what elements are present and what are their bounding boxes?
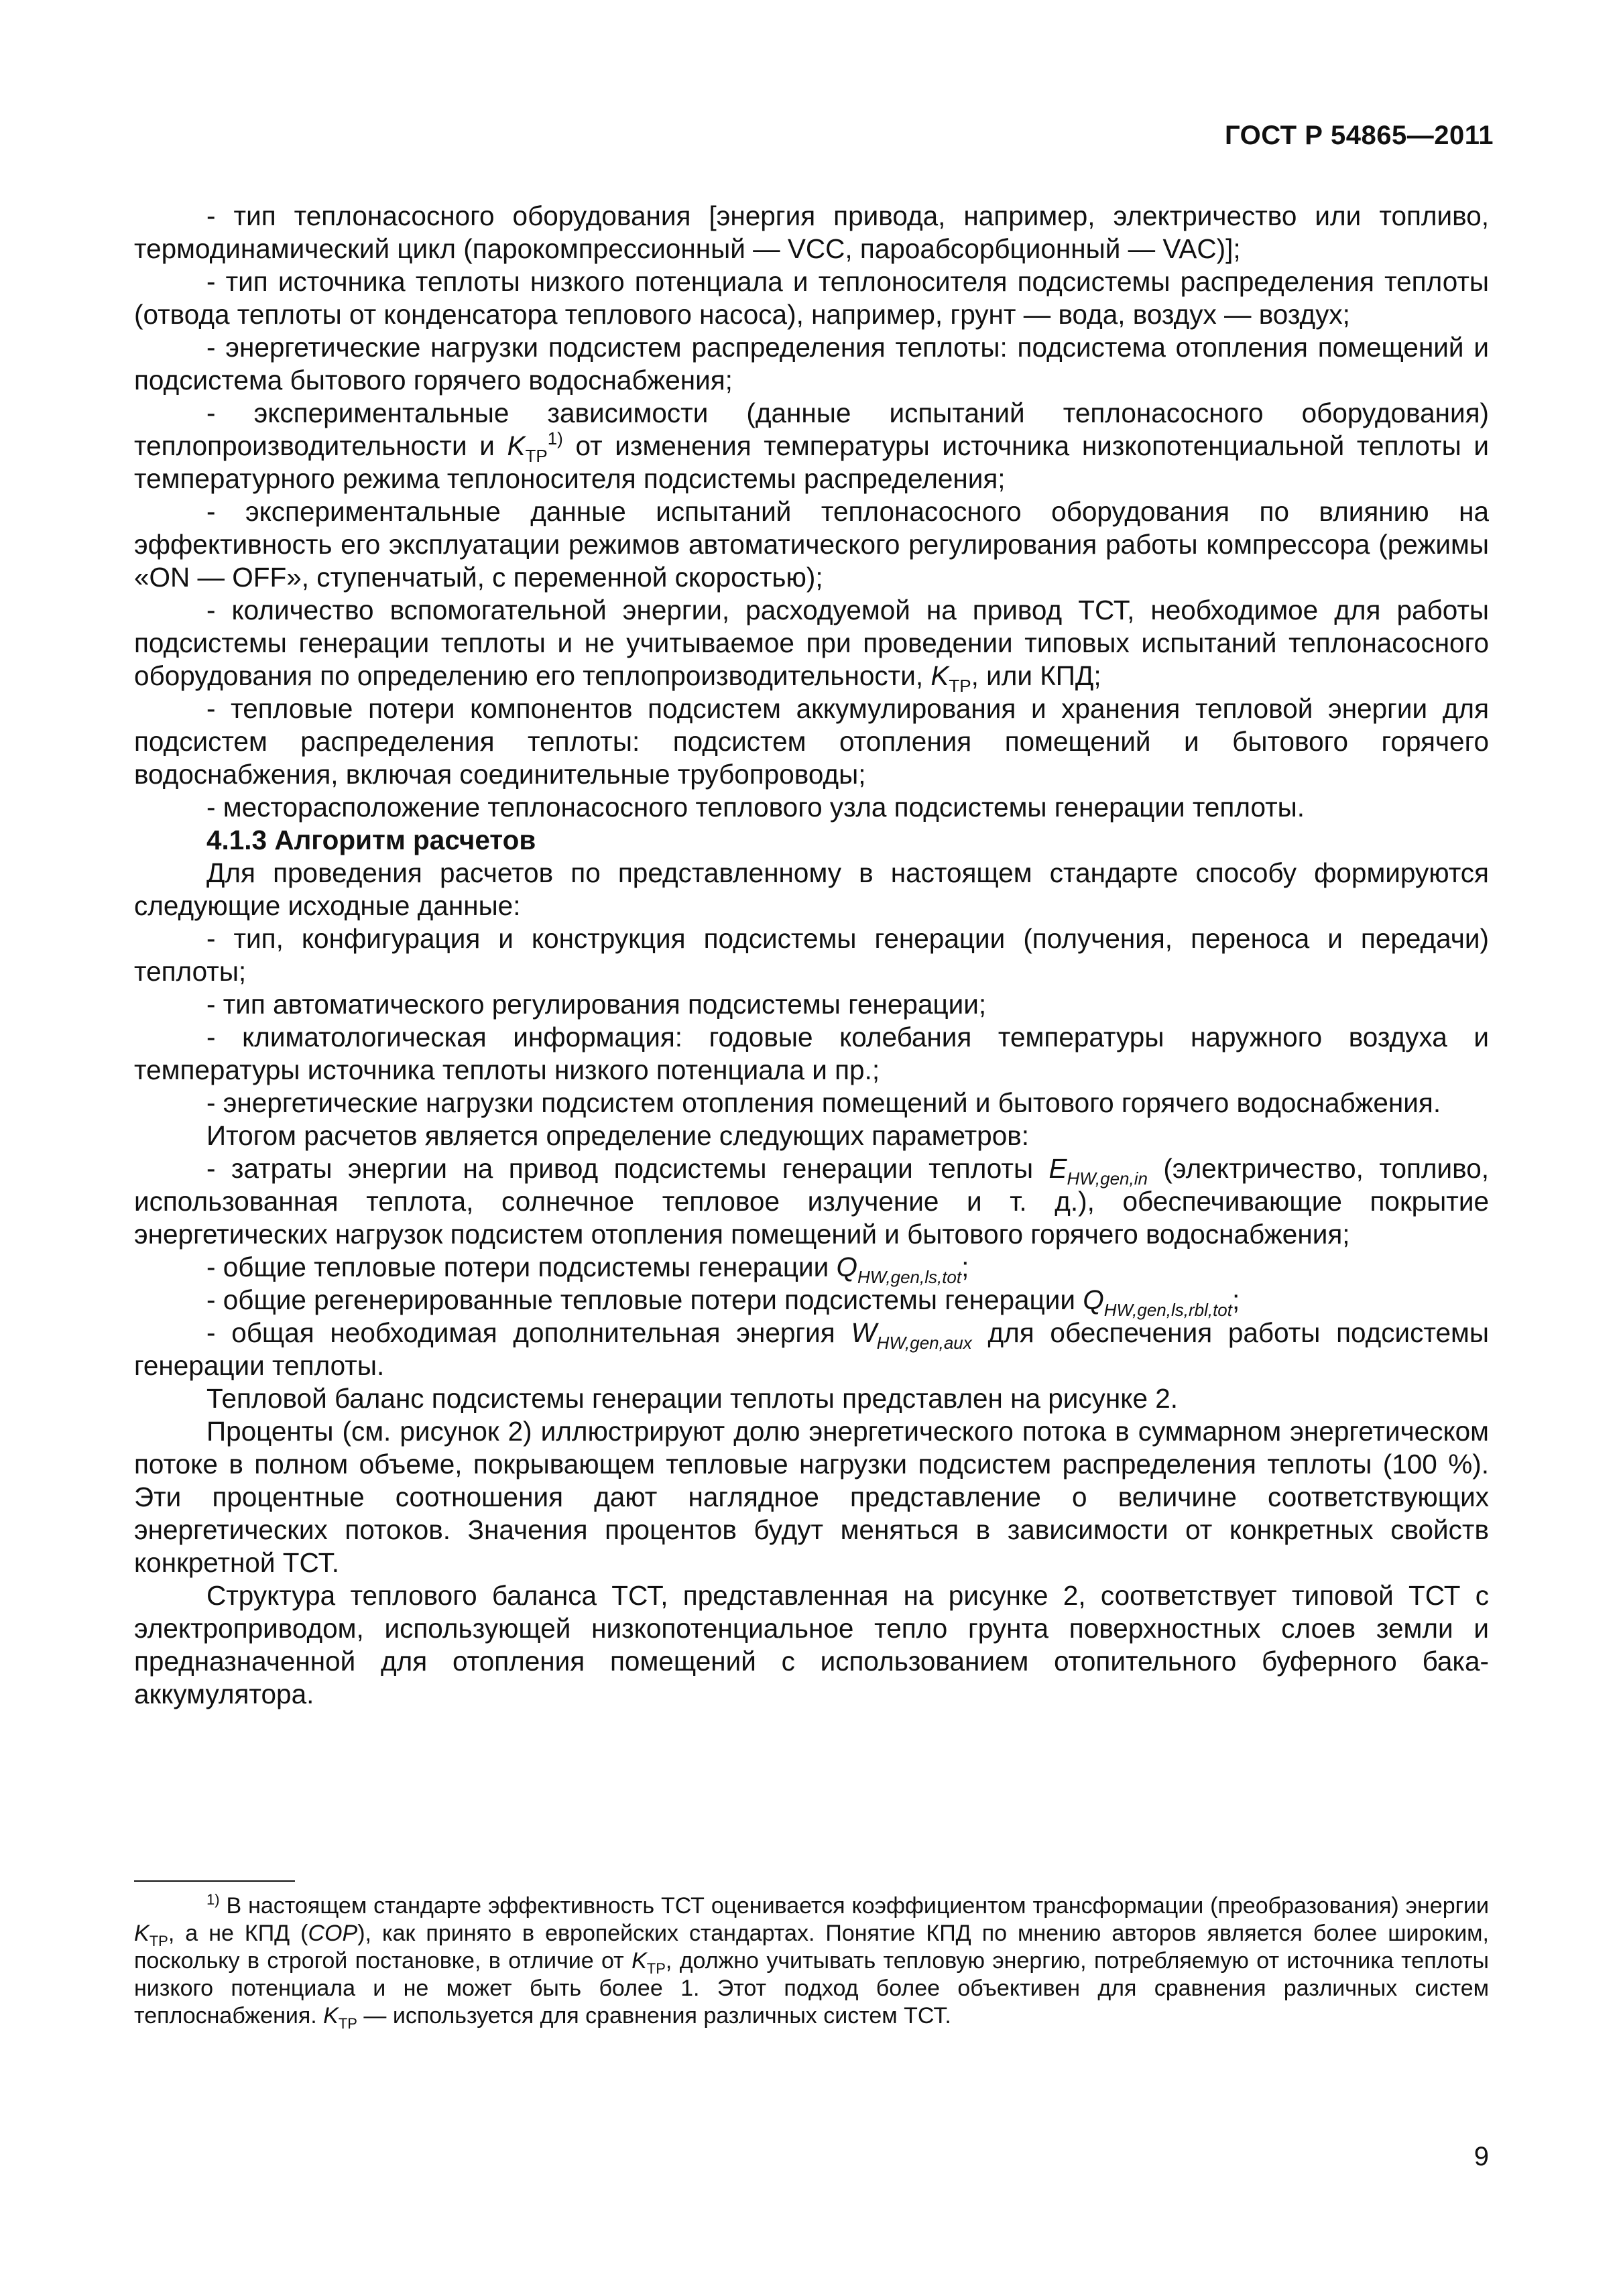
subscript-text: HW,gen,ls,tot — [857, 1267, 962, 1287]
footnote-marker: 1) — [206, 1891, 220, 1908]
symbol-subscript: ТР — [949, 676, 971, 696]
symbol-subscript: ТР — [525, 446, 548, 466]
text-run: , или КПД; — [971, 660, 1101, 691]
text-run: - количество вспомогательной энергии, расходуемой на привод ТСТ, необходимое для работы подсистемы генерации теплоты и не учитываемое при проведении типовых испытаний теплонасосного оборудования по определению его теплопроизводительности, — [134, 595, 1489, 691]
list-item: - экспериментальные данные испытаний теплонасосного оборудования по влиянию на эффективность его эксплуатации режимов автоматического регулирования работы компрессора (режимы «ON — OFF», ступенчатый, с переменной скоростью); — [134, 496, 1489, 593]
symbol: K — [134, 1921, 149, 1946]
footnote — [134, 1892, 1489, 2030]
symbol-subscript: ТР — [149, 1933, 168, 1949]
symbol-subscript: ТР — [646, 1960, 666, 1977]
footnote-ref: 1) — [547, 428, 563, 448]
text-run: ; — [961, 1252, 969, 1282]
paragraph: Для проведения расчетов по представленному в настоящем стандарте способу формируются следующие исходные данные: — [134, 857, 1489, 921]
subscript-text: HW,gen,in — [1067, 1168, 1148, 1189]
page-number: 9 — [1474, 2142, 1489, 2171]
list-item: - энергетические нагрузки подсистем распределения теплоты: подсистема отопления помещений и подсистема бытового горячего водоснабжения; — [134, 332, 1489, 396]
text-run: - затраты энергии на привод подсистемы генерации теплоты — [206, 1153, 1049, 1184]
list-item: - тип автоматического регулирования подсистемы генерации; — [206, 989, 987, 1020]
list-item — [134, 397, 1489, 495]
symbol-subscript — [877, 1333, 972, 1353]
list-item — [134, 1152, 1489, 1251]
text-run: для обеспечения работы подсистемы генерации теплоты. — [134, 1317, 1489, 1381]
text-run: - общие тепловые потери подсистемы генерации — [206, 1252, 837, 1282]
list-item: - энергетические нагрузки подсистем отопления помещений и бытового горячего водоснабжения. — [206, 1087, 1441, 1118]
list-item: - тип, конфигурация и конструкция подсистемы генерации (получения, переноса и передачи) теплоты; — [134, 923, 1489, 987]
text-run: ), как принято в европейских стандартах. Понятие КПД по мнению авторов является более широким, поскольку в строгой постановке, в отличие от — [134, 1921, 1490, 1974]
body-text — [134, 200, 1489, 1711]
text-run: - экспериментальные зависимости (данные испытаний теплонасосного оборудования) теплопроизводительности и — [134, 398, 1489, 461]
footnote-text — [134, 1892, 1489, 2030]
symbol: K — [507, 430, 526, 461]
text-run: от изменения температуры источника низкопотенциальной теплоты и температурного режима теплоносителя подсистемы распределения; — [134, 430, 1489, 494]
paragraph: Проценты (см. рисунок 2) иллюстрируют долю энергетического потока в суммарном энергетическом потоке в полном объеме, покрывающем тепловые нагрузки подсистем распределения теплоты (100 %). Эти процентные соотношения дают наглядное представление о величине соответствующих энергетических потоков. Значения процентов будут меняться в зависимости от конкретных свойств конкретной ТСТ. — [134, 1416, 1489, 1578]
text-run: , а не КПД ( — [168, 1921, 308, 1946]
text-run: (электричество, топливо, использованная теплота, солнечное тепловое излучение и т. д.), обеспечивающие покрытие энергетических нагрузок подсистем отопления помещений и бытового горячего водоснабжения; — [134, 1153, 1490, 1250]
symbol: W — [851, 1317, 877, 1348]
list-item: - тип теплонасосного оборудования [энергия привода, например, электричество или топливо, термодинамический цикл (парокомпрессионный — VCC, пароабсорбционный — VAC)]; — [134, 200, 1489, 264]
symbol: E — [1048, 1153, 1067, 1184]
list-item: - месторасположение теплонасосного теплового узла подсистемы генерации теплоты. — [206, 792, 1305, 823]
list-item — [134, 1284, 1489, 1320]
paragraph: Итогом расчетов является определение следующих параметров: — [206, 1120, 1029, 1151]
symbol: K — [632, 1948, 647, 1974]
subscript-text: HW,gen,aux — [876, 1333, 972, 1353]
symbol-subscript: ТР — [338, 2015, 357, 2032]
cop-abbreviation: COP — [308, 1921, 358, 1946]
symbol: Q — [1083, 1284, 1104, 1315]
section-heading: 4.1.3 Алгоритм расчетов — [206, 825, 536, 855]
symbol: Q — [836, 1252, 858, 1282]
text-run: В настоящем стандарте эффективность ТСТ оценивается коэффициентом трансформации (преобразования) энергии — [219, 1893, 1489, 1919]
footnote-separator — [134, 1880, 295, 1882]
symbol: K — [930, 660, 949, 691]
text-run: — используется для сравнения различных систем ТСТ. — [357, 2003, 951, 2029]
list-item: - климатологическая информация: годовые колебания температуры наружного воздуха и температуры источника теплоты низкого потенциала и пр.; — [134, 1022, 1489, 1085]
list-item: - тепловые потери компонентов подсистем аккумулирования и хранения тепловой энергии для подсистем распределения теплоты: подсистем отопления помещений и бытового горячего водоснабжения, включая соединительные трубопроводы; — [134, 693, 1489, 790]
list-item — [134, 594, 1489, 696]
subscript-text: HW,gen,ls,rbl,tot — [1103, 1300, 1232, 1320]
symbol: K — [323, 2003, 339, 2029]
list-item: - тип источника теплоты низкого потенциала и теплоносителя подсистемы распределения теплоты (отвода теплоты от конденсатора теплового насоса), например, грунт — вода, воздух — воздух; — [134, 266, 1489, 330]
text-run: ; — [1232, 1284, 1240, 1315]
text-run: - общая необходимая дополнительная энергия — [206, 1317, 851, 1348]
paragraph: Тепловой баланс подсистемы генерации теплоты представлен на рисунке 2. — [206, 1383, 1179, 1414]
paragraph: Структура теплового баланса ТСТ, представленная на рисунке 2, соответствует типовой ТСТ с электроприводом, использующей низкопотенциальное тепло грунта поверхностных слоев земли и предназначенной для отопления помещений с использованием отопительного буферного бака-аккумулятора. — [134, 1580, 1489, 1709]
list-item — [134, 1251, 1489, 1287]
list-item — [134, 1317, 1489, 1382]
text-run: , должно учитывать тепловую энергию, потребляемую от источника теплоты низкого потенциала и не может быть более 1. Этот подход более объективен для сравнения различных систем теплоснабжения. — [134, 1948, 1489, 2029]
document-header: ГОСТ Р 54865—2011 — [1225, 121, 1494, 150]
text-run: - общие регенерированные тепловые потери подсистемы генерации — [206, 1284, 1083, 1315]
